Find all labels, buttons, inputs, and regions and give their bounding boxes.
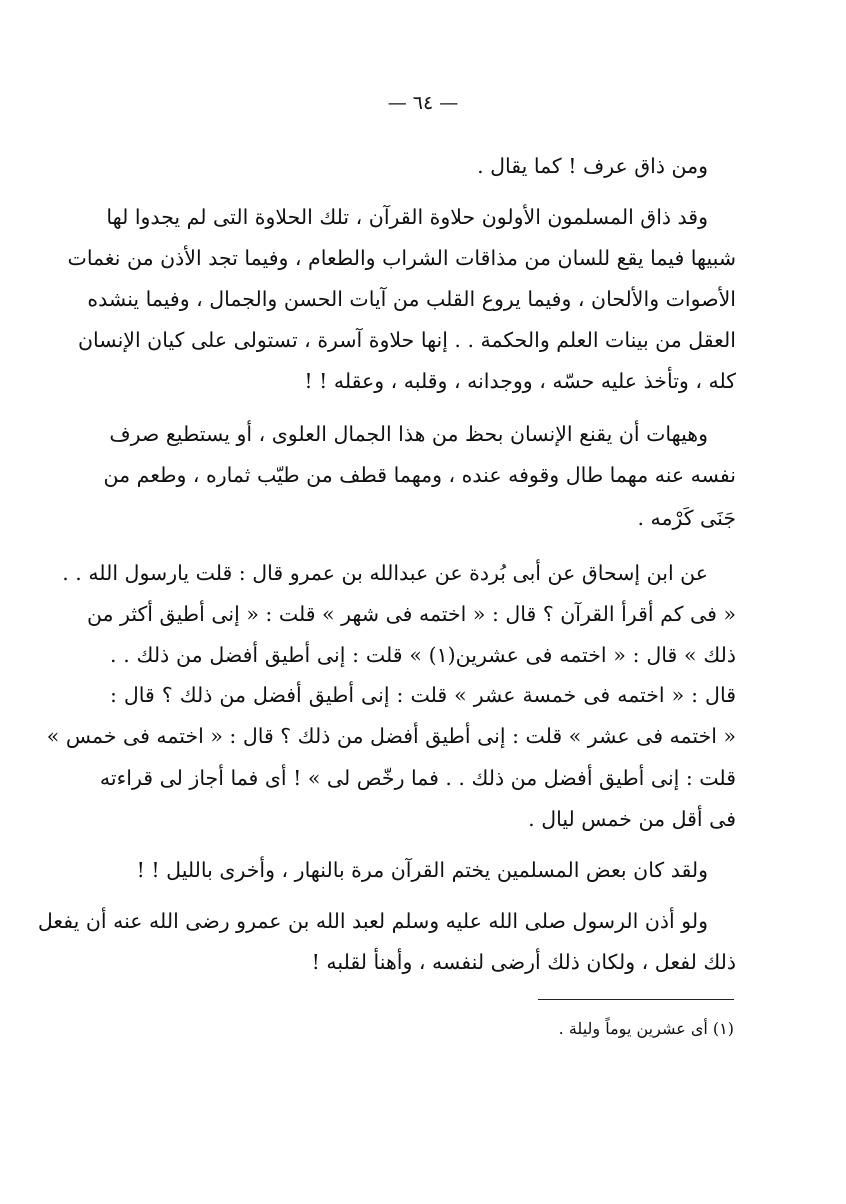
text-line: ذلك لفعل ، ولكان ذلك أرضى لنفسه ، وأهنأ لقلبه ! bbox=[311, 950, 736, 974]
text-line: « اختمه فى عشر » قلت : إنى أطيق أفضل من ذلك ؟ قال : « اختمه فى خمس » bbox=[46, 724, 736, 748]
text-line: قلت : إنى أطيق أفضل من ذلك . . فما رخّص لى » ! أى فما أجاز لى قراءته bbox=[99, 766, 736, 790]
text-line: « فى كم أقرأ القرآن ؟ قال : « اختمه فى شهر » قلت : « إنى أطيق أكثر من bbox=[86, 602, 736, 626]
page-number: — ٦٤ — bbox=[387, 92, 459, 114]
text-line: وهيهات أن يقنع الإنسان بحظ من هذا الجمال العلوى ، أو يستطيع صرف bbox=[109, 422, 708, 446]
footnote-divider bbox=[538, 999, 734, 1000]
footnote: (١) أى عشرين يوماً وليلة . bbox=[558, 1019, 734, 1038]
text-line: نفسه عنه مهما طال وقوفه عنده ، ومهما قطف من طيّب ثماره ، وطعم من bbox=[103, 463, 736, 487]
text-line: عن ابن إسحاق عن أبى بُردة عن عبدالله بن عمرو قال : قلت يارسول الله . . bbox=[62, 561, 708, 585]
text-line: وقد ذاق المسلمون الأولون حلاوة القرآن ، تلك الحلاوة التى لم يجدوا لها bbox=[106, 205, 708, 229]
text-line: كله ، وتأخذ عليه حسّه ، ووجدانه ، وقلبه ، وعقله ! ! bbox=[304, 369, 736, 393]
text-line: جَنَى كَرْمه . bbox=[637, 506, 736, 530]
text-line: شبيها فيما يقع للسان من مذاقات الشراب والطعام ، وفيما تجد الأذن من نغمات bbox=[67, 246, 736, 270]
text-line: ولو أذن الرسول صلى الله عليه وسلم لعبد الله بن عمرو رضى الله عنه أن يفعل bbox=[37, 909, 708, 933]
text-line: الأصوات والألحان ، وفيما يروع القلب من آيات الحسن والجمال ، وفيما ينشده bbox=[87, 287, 736, 311]
text-line: فى أقل من خمس ليال . bbox=[528, 807, 736, 831]
text-line: قال : « اختمه فى خمسة عشر » قلت : إنى أطيق أفضل من ذلك ؟ قال : bbox=[110, 683, 736, 707]
text-line: العقل من بينات العلم والحكمة . . إنها حلاوة آسرة ، تستولى على كيان الإنسان bbox=[77, 328, 736, 352]
text-line: ذلك » قال : « اختمه فى عشرين(١) » قلت : إنى أطيق أفضل من ذلك . . bbox=[110, 643, 736, 667]
text-line: ومن ذاق عرف ! كما يقال . bbox=[477, 154, 708, 178]
text-line: ولقد كان بعض المسلمين يختم القرآن مرة بالنهار ، وأخرى بالليل ! ! bbox=[136, 858, 708, 882]
